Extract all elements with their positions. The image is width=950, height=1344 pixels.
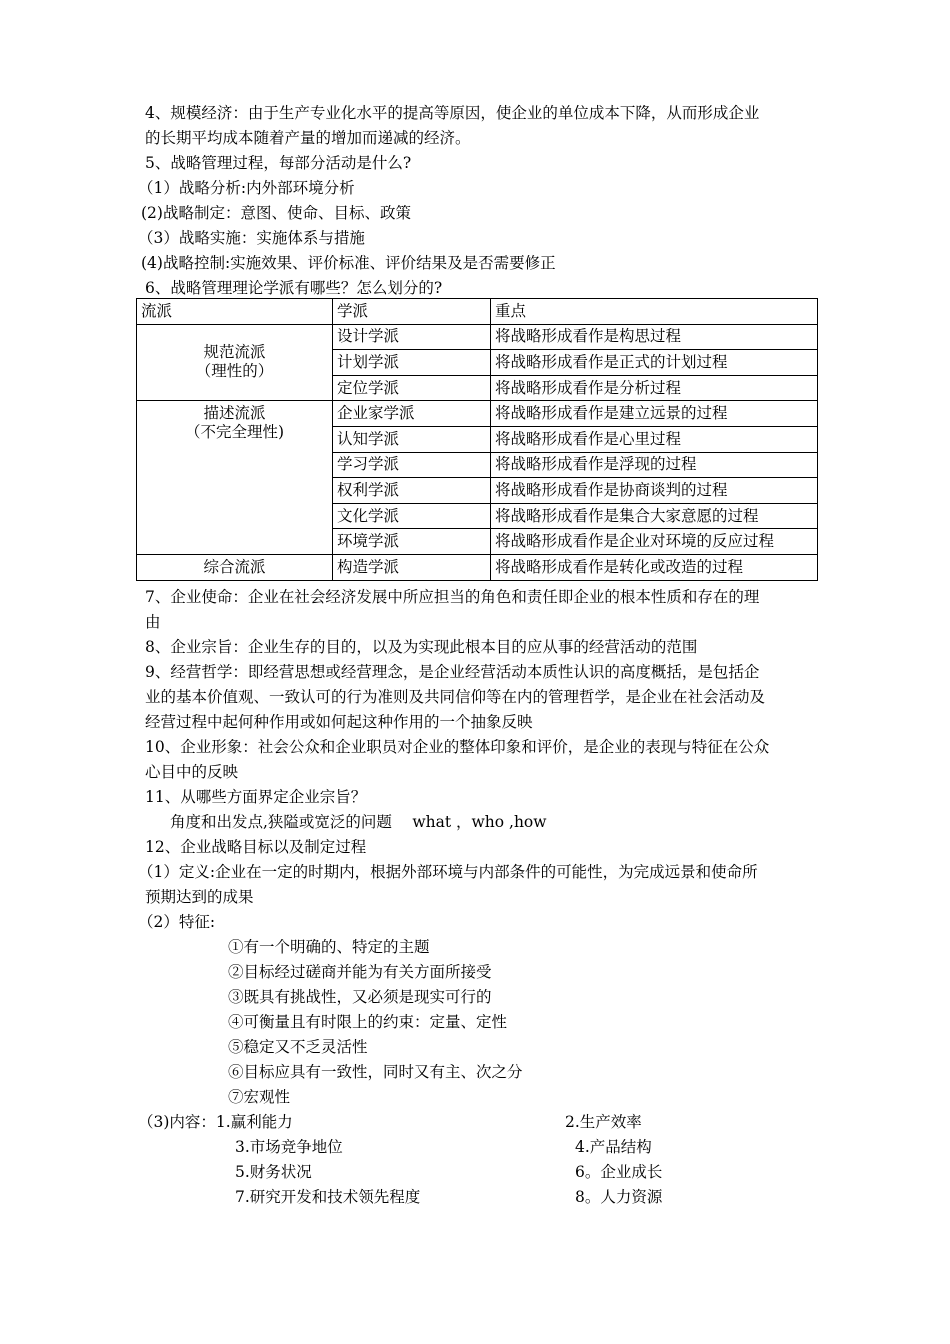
item-strategy-formulation: (2)战略制定：意图、使命、目标、政策 [141, 204, 411, 222]
school-cell: 认知学派 [333, 426, 491, 452]
school-cell: 文化学派 [333, 503, 491, 529]
item-strategy-analysis: （1）战略分析:内外部环境分析 [138, 179, 355, 197]
para-8-purpose: 8、企业宗旨：企业生存的目的，以及为实现此根本目的应从事的经营活动的范围 [145, 638, 698, 656]
feature-7: ⑦宏观性 [228, 1088, 291, 1106]
focus-cell: 将战略形成看作是集合大家意愿的过程 [491, 503, 818, 529]
strategy-schools-table [136, 298, 818, 581]
feature-6: ⑥目标应具有一致性，同时又有主、次之分 [228, 1063, 523, 1081]
focus-cell: 将战略形成看作是协商谈判的过程 [491, 478, 818, 504]
group-name: 描述流派 [203, 404, 266, 423]
heading-11: 11、从哪些方面界定企业宗旨？ [145, 788, 367, 806]
item-definition-continued: 预期达到的成果 [145, 888, 254, 906]
school-cell: 权利学派 [333, 478, 491, 504]
group-name: 综合流派 [203, 557, 266, 576]
para-7-continued: 由 [145, 613, 161, 631]
group-cell-integrative [137, 554, 333, 580]
focus-cell: 将战略形成看作是正式的计划过程 [491, 350, 818, 376]
content-item-8: 8。人力资源 [575, 1188, 663, 1206]
feature-4: ④可衡量且有时限上的约束：定量、定性 [228, 1013, 508, 1031]
heading-12: 12、企业战略目标以及制定过程 [145, 838, 367, 856]
focus-cell: 将战略形成看作是分析过程 [491, 375, 818, 401]
table-header-row [137, 299, 818, 325]
focus-cell: 将战略形成看作是建立远景的过程 [491, 401, 818, 427]
item-strategy-implementation: （3）战略实施：实施体系与措施 [138, 229, 365, 247]
school-cell: 设计学派 [333, 324, 491, 350]
focus-cell: 将战略形成看作是转化或改造的过程 [491, 554, 818, 580]
para-10-image: 10、企业形象：社会公众和企业职员对企业的整体印象和评价，是企业的表现与特征在公众 [145, 738, 770, 756]
focus-cell: 将战略形成看作是浮现的过程 [491, 452, 818, 478]
table-row [137, 554, 818, 580]
school-cell: 计划学派 [333, 350, 491, 376]
content-item-5: 5.财务状况 [235, 1163, 312, 1181]
para-7-mission: 7、企业使命：企业在社会经济发展中所应担当的角色和责任即企业的根本性质和存在的理 [145, 588, 760, 606]
content-item-7: 7.研究开发和技术领先程度 [235, 1188, 421, 1206]
feature-3: ③既具有挑战性，又必须是现实可行的 [228, 988, 492, 1006]
content-item-4: 4.产品结构 [575, 1138, 652, 1156]
group-cell-descriptive [137, 401, 333, 555]
table-row [137, 401, 818, 427]
group-subtitle: （不完全理性) [184, 423, 285, 442]
focus-cell: 将战略形成看作是企业对环境的反应过程 [491, 529, 818, 555]
table-header-cell: 流派 [137, 299, 333, 325]
content-item-6: 6。企业成长 [575, 1163, 663, 1181]
item-definition: （1）定义:企业在一定的时期内，根据外部环境与内部条件的可能性，为完成远景和使命所 [138, 863, 758, 881]
content-item-1: （3)内容：1.赢利能力 [138, 1113, 293, 1131]
para-4-economies-of-scale: 4、规模经济：由于生产专业化水平的提高等原因，使企业的单位成本下降，从而形成企业 [145, 104, 760, 122]
item-strategy-control: (4)战略控制:实施效果、评价标准、评价结果及是否需要修正 [141, 254, 556, 272]
answer-11: 角度和出发点,狭隘或宽泛的问题 what ，who ,how [170, 813, 547, 831]
table-header-cell: 重点 [491, 299, 818, 325]
feature-1: ①有一个明确的、特定的主题 [228, 938, 430, 956]
group-cell-normative [137, 324, 333, 401]
school-cell: 定位学派 [333, 375, 491, 401]
content-item-3: 3.市场竞争地位 [235, 1138, 343, 1156]
para-4-continued: 的长期平均成本随着产量的增加而递减的经济。 [145, 129, 471, 147]
school-cell: 企业家学派 [333, 401, 491, 427]
table-header-cell: 学派 [333, 299, 491, 325]
focus-cell: 将战略形成看作是心里过程 [491, 426, 818, 452]
para-9-continued-1: 业的基本价值观、一致认可的行为准则及共同信仰等在内的管理哲学，是企业在社会活动及 [145, 688, 766, 706]
content-item-2: 2.生产效率 [565, 1113, 642, 1131]
item-features: （2）特征: [138, 913, 216, 931]
feature-5: ⑤稳定又不乏灵活性 [228, 1038, 368, 1056]
school-cell: 构造学派 [333, 554, 491, 580]
table-row [137, 324, 818, 350]
para-10-continued: 心目中的反映 [145, 763, 239, 781]
para-9-philosophy: 9、经营哲学：即经营思想或经营理念，是企业经营活动本质性认识的高度概括，是包括企 [145, 663, 760, 681]
group-subtitle: （理性的） [195, 362, 274, 381]
group-name: 规范流派 [203, 343, 266, 362]
focus-cell: 将战略形成看作是构思过程 [491, 324, 818, 350]
school-cell: 学习学派 [333, 452, 491, 478]
heading-6-schools: 6、战略管理理论学派有哪些？怎么划分的? [145, 279, 443, 297]
school-cell: 环境学派 [333, 529, 491, 555]
feature-2: ②目标经过磋商并能为有关方面所接受 [228, 963, 492, 981]
para-9-continued-2: 经营过程中起何种作用或如何起这种作用的一个抽象反映 [145, 713, 533, 731]
heading-5-process: 5、战略管理过程，每部分活动是什么? [145, 154, 412, 172]
